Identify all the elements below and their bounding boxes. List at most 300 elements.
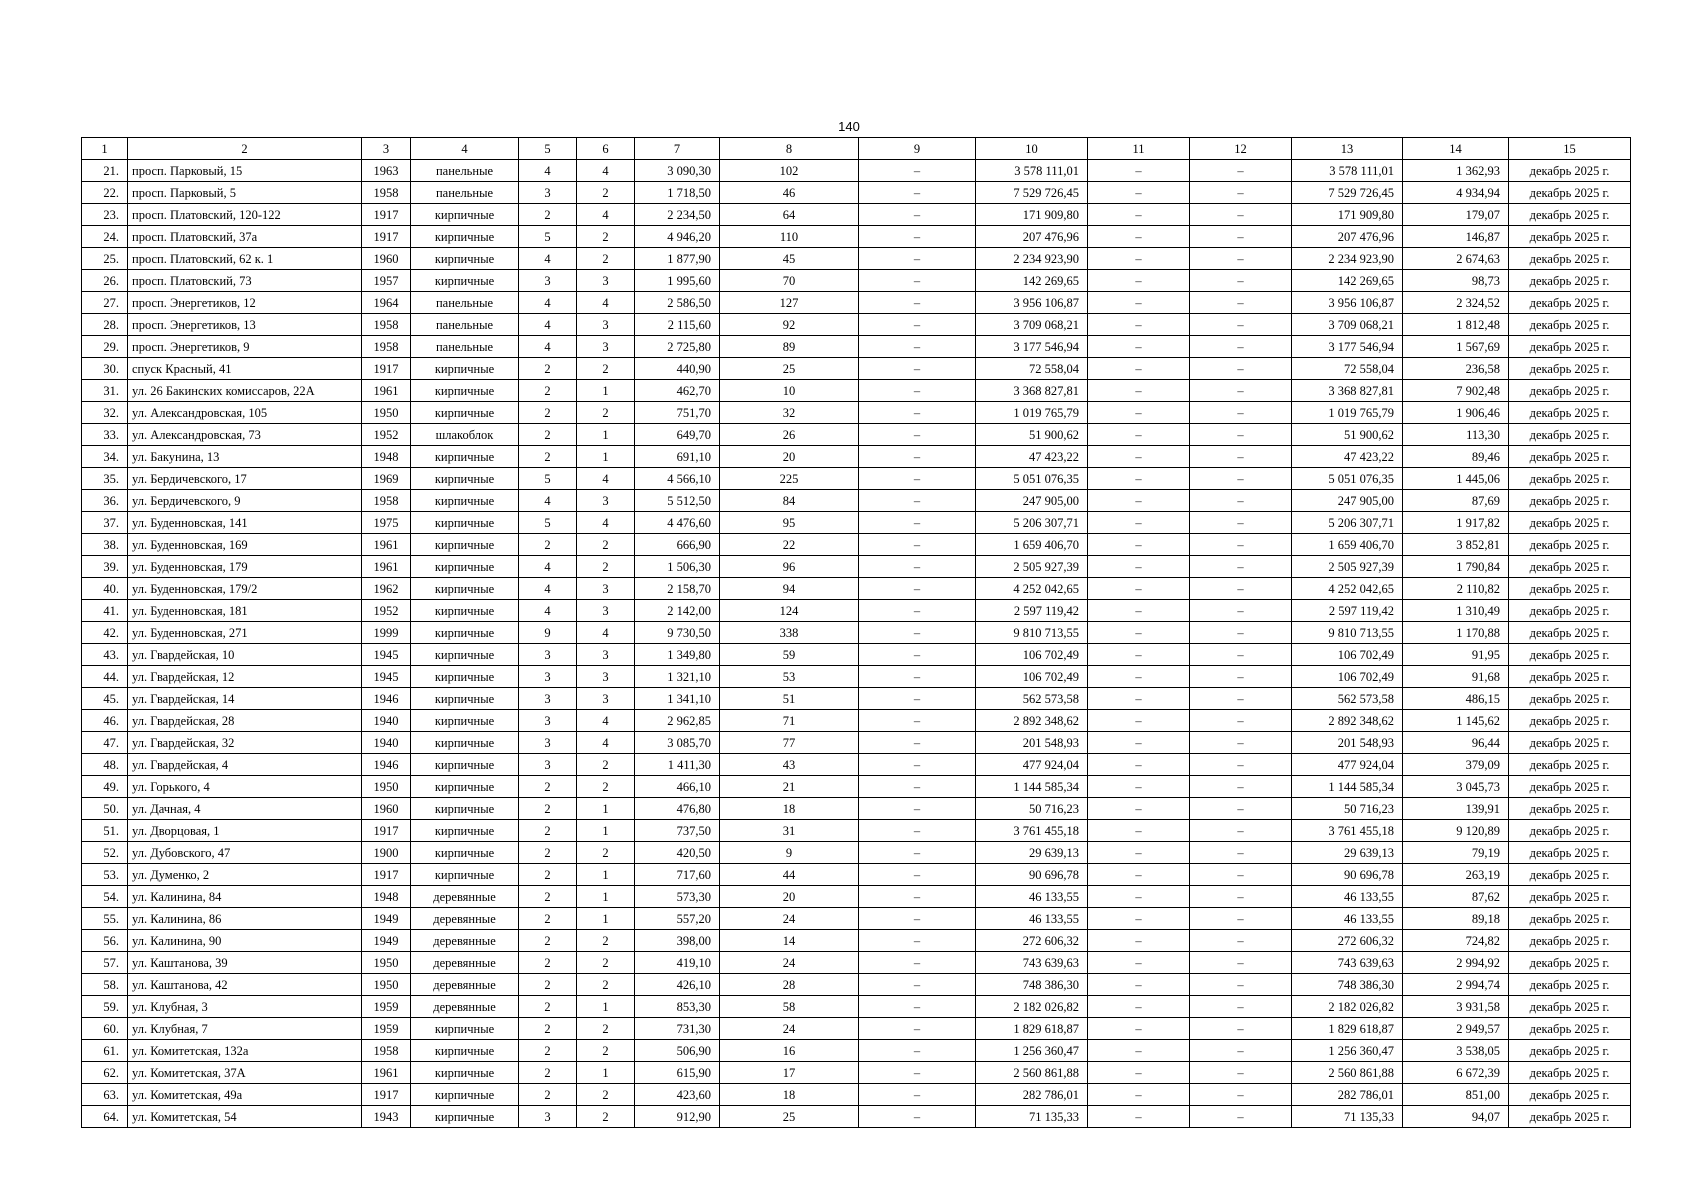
table-row (82, 666, 1631, 688)
table-cell: – (859, 512, 976, 534)
table-cell: 2 674,63 (1403, 248, 1509, 270)
table-cell: 90 696,78 (1292, 864, 1403, 886)
table-cell: – (1190, 776, 1292, 798)
table-cell: 2 (519, 798, 577, 820)
table-cell: 96 (720, 556, 859, 578)
table-cell: 1 256 360,47 (1292, 1040, 1403, 1062)
table-cell: декабрь 2025 г. (1509, 512, 1631, 534)
table-cell: 1950 (362, 974, 411, 996)
table-cell: кирпичные (411, 842, 519, 864)
table-cell: 1900 (362, 842, 411, 864)
table-cell: ул. Комитетская, 37А (128, 1062, 362, 1084)
table-cell: ул. Каштанова, 39 (128, 952, 362, 974)
table-cell: просп. Энергетиков, 9 (128, 336, 362, 358)
table-cell: декабрь 2025 г. (1509, 864, 1631, 886)
table-cell: 3 (519, 688, 577, 710)
table-cell: 1917 (362, 1084, 411, 1106)
table-cell: 379,09 (1403, 754, 1509, 776)
table-row (82, 468, 1631, 490)
table-cell: 1 829 618,87 (1292, 1018, 1403, 1040)
table-cell: 338 (720, 622, 859, 644)
table-cell: 207 476,96 (976, 226, 1088, 248)
table-cell: – (1088, 908, 1190, 930)
table-cell: кирпичные (411, 1062, 519, 1084)
table-cell: – (1190, 556, 1292, 578)
table-cell: – (1088, 754, 1190, 776)
table-cell: 1945 (362, 644, 411, 666)
table-row (82, 952, 1631, 974)
table-cell: 1 019 765,79 (976, 402, 1088, 424)
table-cell: – (1088, 1018, 1190, 1040)
table-cell: 77 (720, 732, 859, 754)
table-cell: кирпичные (411, 358, 519, 380)
table-cell: 1 659 406,70 (976, 534, 1088, 556)
table-cell: 98,73 (1403, 270, 1509, 292)
table-cell: – (1190, 600, 1292, 622)
table-cell: 3 (519, 270, 577, 292)
table-cell: декабрь 2025 г. (1509, 402, 1631, 424)
table-cell: 3 956 106,87 (976, 292, 1088, 314)
table-cell: 53. (82, 864, 128, 886)
table-cell: декабрь 2025 г. (1509, 842, 1631, 864)
table-cell: 477 924,04 (1292, 754, 1403, 776)
table-cell: 89,46 (1403, 446, 1509, 468)
table-cell: 43. (82, 644, 128, 666)
table-cell: – (1088, 204, 1190, 226)
table-cell: – (1088, 512, 1190, 534)
table-cell: – (859, 864, 976, 886)
table-cell: 31. (82, 380, 128, 402)
table-row (82, 182, 1631, 204)
table-cell: 2 (577, 1018, 635, 1040)
table-cell: декабрь 2025 г. (1509, 710, 1631, 732)
table-cell: 1945 (362, 666, 411, 688)
table-cell: – (859, 908, 976, 930)
table-cell: 4 (577, 160, 635, 182)
table-cell: декабрь 2025 г. (1509, 688, 1631, 710)
table-cell: 4 252 042,65 (976, 578, 1088, 600)
table-cell: 5 051 076,35 (1292, 468, 1403, 490)
column-header: 2 (128, 138, 362, 160)
table-cell: 2 234 923,90 (1292, 248, 1403, 270)
table-cell: 557,20 (635, 908, 720, 930)
table-cell: – (1088, 776, 1190, 798)
table-cell: 3 578 111,01 (1292, 160, 1403, 182)
table-row (82, 600, 1631, 622)
table-cell: ул. Калинина, 90 (128, 930, 362, 952)
table-cell: – (1190, 798, 1292, 820)
table-cell: – (1088, 644, 1190, 666)
table-row (82, 358, 1631, 380)
table-cell: 1 170,88 (1403, 622, 1509, 644)
table-cell: 10 (720, 380, 859, 402)
table-cell: – (1088, 402, 1190, 424)
table-row (82, 1062, 1631, 1084)
table-cell: декабрь 2025 г. (1509, 556, 1631, 578)
table-cell: декабрь 2025 г. (1509, 182, 1631, 204)
table-row (82, 1040, 1631, 1062)
table-cell: 4 (577, 512, 635, 534)
table-body (82, 160, 1631, 1128)
table-cell: ул. Бердичевского, 17 (128, 468, 362, 490)
table-cell: – (1088, 820, 1190, 842)
table-cell: ул. Калинина, 86 (128, 908, 362, 930)
table-cell: 2 (519, 908, 577, 930)
table-cell: 398,00 (635, 930, 720, 952)
table-cell: 2 (519, 1062, 577, 1084)
table-cell: 87,62 (1403, 886, 1509, 908)
table-cell: 94,07 (1403, 1106, 1509, 1128)
table-cell: 59 (720, 644, 859, 666)
table-cell: кирпичные (411, 1084, 519, 1106)
table-cell: 2 (519, 776, 577, 798)
column-header: 11 (1088, 138, 1190, 160)
table-cell: 3 (577, 314, 635, 336)
table-cell: 2 (519, 534, 577, 556)
table-cell: 272 606,32 (976, 930, 1088, 952)
table-cell: – (859, 402, 976, 424)
table-cell: 2 (519, 996, 577, 1018)
table-cell: – (1190, 512, 1292, 534)
table-cell: 46 (720, 182, 859, 204)
table-cell: 1949 (362, 930, 411, 952)
table-cell: 5 206 307,71 (976, 512, 1088, 534)
table-row (82, 886, 1631, 908)
table-cell: 6 672,39 (1403, 1062, 1509, 1084)
table-cell: шлакоблок (411, 424, 519, 446)
table-cell: – (859, 204, 976, 226)
table-cell: 420,50 (635, 842, 720, 864)
table-cell: – (1190, 974, 1292, 996)
table-cell: просп. Энергетиков, 13 (128, 314, 362, 336)
table-cell: 1 506,30 (635, 556, 720, 578)
table-cell: 1 917,82 (1403, 512, 1509, 534)
table-cell: – (1088, 358, 1190, 380)
table-cell: панельные (411, 292, 519, 314)
table-cell: 2 (577, 974, 635, 996)
table-cell: 5 206 307,71 (1292, 512, 1403, 534)
table-cell: 1949 (362, 908, 411, 930)
table-cell: 1952 (362, 424, 411, 446)
table-cell: 1950 (362, 776, 411, 798)
table-cell: 3 (519, 644, 577, 666)
table-cell: 24 (720, 908, 859, 930)
table-cell: 179,07 (1403, 204, 1509, 226)
table-cell: 3 (577, 270, 635, 292)
table-cell: 1948 (362, 886, 411, 908)
table-cell: 1950 (362, 402, 411, 424)
table-cell: декабрь 2025 г. (1509, 204, 1631, 226)
table-cell: кирпичные (411, 534, 519, 556)
table-cell: 56. (82, 930, 128, 952)
table-cell: 3 761 455,18 (976, 820, 1088, 842)
table-cell: ул. Бердичевского, 9 (128, 490, 362, 512)
table-cell: 3 (577, 600, 635, 622)
table-cell: ул. Каштанова, 42 (128, 974, 362, 996)
table-cell: 236,58 (1403, 358, 1509, 380)
table-cell: 3 (519, 754, 577, 776)
table-cell: – (859, 314, 976, 336)
table-cell: 2 234 923,90 (976, 248, 1088, 270)
table-cell: 2 (577, 952, 635, 974)
table-cell: 79,19 (1403, 842, 1509, 864)
table-cell: – (859, 446, 976, 468)
table-cell: 1964 (362, 292, 411, 314)
table-cell: ул. Комитетская, 54 (128, 1106, 362, 1128)
table-cell: 2 158,70 (635, 578, 720, 600)
table-cell: 1 349,80 (635, 644, 720, 666)
table-cell: 4 (577, 732, 635, 754)
table-cell: деревянные (411, 886, 519, 908)
table-cell: ул. Клубная, 3 (128, 996, 362, 1018)
table-cell: 4 476,60 (635, 512, 720, 534)
table-cell: – (859, 1084, 976, 1106)
table-cell: декабрь 2025 г. (1509, 468, 1631, 490)
table-cell: 247 905,00 (976, 490, 1088, 512)
table-cell: 1 144 585,34 (976, 776, 1088, 798)
table-cell: 506,90 (635, 1040, 720, 1062)
table-cell: 1958 (362, 490, 411, 512)
table-cell: 1 445,06 (1403, 468, 1509, 490)
table-cell: – (859, 380, 976, 402)
table-cell: 9 810 713,55 (1292, 622, 1403, 644)
table-cell: 102 (720, 160, 859, 182)
table-cell: 96,44 (1403, 732, 1509, 754)
table-cell: 44. (82, 666, 128, 688)
table-cell: ул. Думенко, 2 (128, 864, 362, 886)
table-cell: – (1088, 424, 1190, 446)
table-cell: – (1190, 204, 1292, 226)
table-cell: 4 566,10 (635, 468, 720, 490)
table-cell: 1946 (362, 754, 411, 776)
table-cell: – (859, 842, 976, 864)
table-cell: 90 696,78 (976, 864, 1088, 886)
table-cell: 29 639,13 (976, 842, 1088, 864)
table-cell: 1 411,30 (635, 754, 720, 776)
page-number: 140 (838, 119, 860, 134)
table-cell: 30. (82, 358, 128, 380)
table-cell: 34. (82, 446, 128, 468)
table-cell: декабрь 2025 г. (1509, 952, 1631, 974)
table-cell: ул. Бакунина, 13 (128, 446, 362, 468)
table-row (82, 908, 1631, 930)
table-cell: – (859, 666, 976, 688)
table-cell: 63. (82, 1084, 128, 1106)
table-cell: ул. Дубовского, 47 (128, 842, 362, 864)
table-cell: – (1088, 864, 1190, 886)
table-cell: 3 578 111,01 (976, 160, 1088, 182)
table-cell: 1940 (362, 710, 411, 732)
table-cell: просп. Платовский, 73 (128, 270, 362, 292)
table-cell: – (1088, 688, 1190, 710)
table-cell: кирпичные (411, 556, 519, 578)
table-cell: ул. Горького, 4 (128, 776, 362, 798)
table-cell: 31 (720, 820, 859, 842)
table-row (82, 776, 1631, 798)
table-cell: 201 548,93 (976, 732, 1088, 754)
table-cell: 60. (82, 1018, 128, 1040)
table-cell: 4 (519, 556, 577, 578)
table-cell: просп. Парковый, 15 (128, 160, 362, 182)
table-cell: 33. (82, 424, 128, 446)
table-cell: просп. Платовский, 120-122 (128, 204, 362, 226)
table-cell: ул. Гвардейская, 12 (128, 666, 362, 688)
table-cell: 124 (720, 600, 859, 622)
table-cell: 26. (82, 270, 128, 292)
table-cell: 3 090,30 (635, 160, 720, 182)
table-cell: 3 (519, 710, 577, 732)
table-cell: 851,00 (1403, 1084, 1509, 1106)
table-cell: 40. (82, 578, 128, 600)
table-cell: 1 (577, 1062, 635, 1084)
table-cell: кирпичные (411, 248, 519, 270)
table-cell: – (859, 600, 976, 622)
table-cell: кирпичные (411, 732, 519, 754)
table-cell: 4 934,94 (1403, 182, 1509, 204)
table-cell: 42. (82, 622, 128, 644)
table-cell: – (1088, 1084, 1190, 1106)
table-cell: 2 115,60 (635, 314, 720, 336)
table-cell: – (1088, 182, 1190, 204)
table-cell: 1917 (362, 864, 411, 886)
table-cell: 20 (720, 446, 859, 468)
table-cell: 94 (720, 578, 859, 600)
table-cell: – (1190, 468, 1292, 490)
table-cell: 1 (577, 886, 635, 908)
table-row (82, 578, 1631, 600)
table-cell: 282 786,01 (976, 1084, 1088, 1106)
table-cell: 3 177 546,94 (976, 336, 1088, 358)
table-cell: 72 558,04 (1292, 358, 1403, 380)
table-cell: 1 995,60 (635, 270, 720, 292)
table-cell: 748 386,30 (976, 974, 1088, 996)
table-cell: – (859, 644, 976, 666)
table-cell: 2 (519, 1084, 577, 1106)
table-cell: – (859, 732, 976, 754)
table-cell: 36. (82, 490, 128, 512)
table-cell: – (859, 270, 976, 292)
table-cell: 2 (519, 358, 577, 380)
table-row (82, 732, 1631, 754)
table-cell: 89,18 (1403, 908, 1509, 930)
table-row (82, 622, 1631, 644)
table-cell: 1 362,93 (1403, 160, 1509, 182)
table-cell: декабрь 2025 г. (1509, 754, 1631, 776)
table-cell: ул. Калинина, 84 (128, 886, 362, 908)
table-cell: панельные (411, 160, 519, 182)
table-cell: 3 (519, 1106, 577, 1128)
table-cell: 3 931,58 (1403, 996, 1509, 1018)
table-cell: 51 900,62 (976, 424, 1088, 446)
table-cell: 201 548,93 (1292, 732, 1403, 754)
table-cell: 84 (720, 490, 859, 512)
table-cell: – (859, 776, 976, 798)
table-cell: 748 386,30 (1292, 974, 1403, 996)
column-header: 4 (411, 138, 519, 160)
table-row (82, 688, 1631, 710)
table-cell: 3 956 106,87 (1292, 292, 1403, 314)
column-number-header-row (82, 138, 1631, 160)
table-cell: кирпичные (411, 446, 519, 468)
table-cell: 5 051 076,35 (976, 468, 1088, 490)
table-cell: 1 (577, 424, 635, 446)
table-cell: – (1088, 952, 1190, 974)
table-row (82, 292, 1631, 314)
table-cell: 3 177 546,94 (1292, 336, 1403, 358)
table-row (82, 270, 1631, 292)
table-cell: кирпичные (411, 226, 519, 248)
table-cell: 44 (720, 864, 859, 886)
table-cell: 1958 (362, 336, 411, 358)
table-cell: 1 (577, 798, 635, 820)
table-cell: 731,30 (635, 1018, 720, 1040)
table-cell: 47. (82, 732, 128, 754)
table-cell: 46 133,55 (976, 886, 1088, 908)
table-cell: 1 310,49 (1403, 600, 1509, 622)
table-cell: – (1088, 292, 1190, 314)
table-cell: 106 702,49 (976, 644, 1088, 666)
table-cell: – (1190, 402, 1292, 424)
table-cell: – (1088, 732, 1190, 754)
table-cell: 2 182 026,82 (1292, 996, 1403, 1018)
table-cell: 51. (82, 820, 128, 842)
table-cell: 440,90 (635, 358, 720, 380)
table-cell: ул. Гвардейская, 32 (128, 732, 362, 754)
table-cell: 573,30 (635, 886, 720, 908)
table-cell: 17 (720, 1062, 859, 1084)
table-cell: 1946 (362, 688, 411, 710)
table-row (82, 1084, 1631, 1106)
table-cell: – (1190, 248, 1292, 270)
table-cell: 4 (519, 578, 577, 600)
table-cell: 247 905,00 (1292, 490, 1403, 512)
table-cell: 38. (82, 534, 128, 556)
table-cell: – (1190, 1018, 1292, 1040)
table-cell: – (1190, 820, 1292, 842)
table-cell: – (859, 996, 976, 1018)
table-cell: – (1088, 1106, 1190, 1128)
table-cell: 27. (82, 292, 128, 314)
table-cell: – (859, 710, 976, 732)
table-cell: 1959 (362, 1018, 411, 1040)
table-cell: 51 900,62 (1292, 424, 1403, 446)
table-cell: кирпичные (411, 1106, 519, 1128)
table-cell: 282 786,01 (1292, 1084, 1403, 1106)
table-cell: деревянные (411, 996, 519, 1018)
table-cell: – (859, 424, 976, 446)
table-cell: – (1088, 666, 1190, 688)
table-cell: 70 (720, 270, 859, 292)
table-cell: декабрь 2025 г. (1509, 270, 1631, 292)
table-cell: – (1088, 534, 1190, 556)
column-header: 1 (82, 138, 128, 160)
table-cell: 462,70 (635, 380, 720, 402)
table-cell: – (1190, 1084, 1292, 1106)
table-cell: кирпичные (411, 622, 519, 644)
table-cell: 2 (577, 1106, 635, 1128)
table-cell: 466,10 (635, 776, 720, 798)
table-cell: 1961 (362, 556, 411, 578)
table-cell: 32 (720, 402, 859, 424)
table-cell: 2 324,52 (1403, 292, 1509, 314)
table-cell: – (859, 468, 976, 490)
table-cell: – (859, 336, 976, 358)
table-row (82, 754, 1631, 776)
table-cell: – (1088, 842, 1190, 864)
table-cell: 1 567,69 (1403, 336, 1509, 358)
table-cell: – (859, 820, 976, 842)
table-cell: 853,30 (635, 996, 720, 1018)
